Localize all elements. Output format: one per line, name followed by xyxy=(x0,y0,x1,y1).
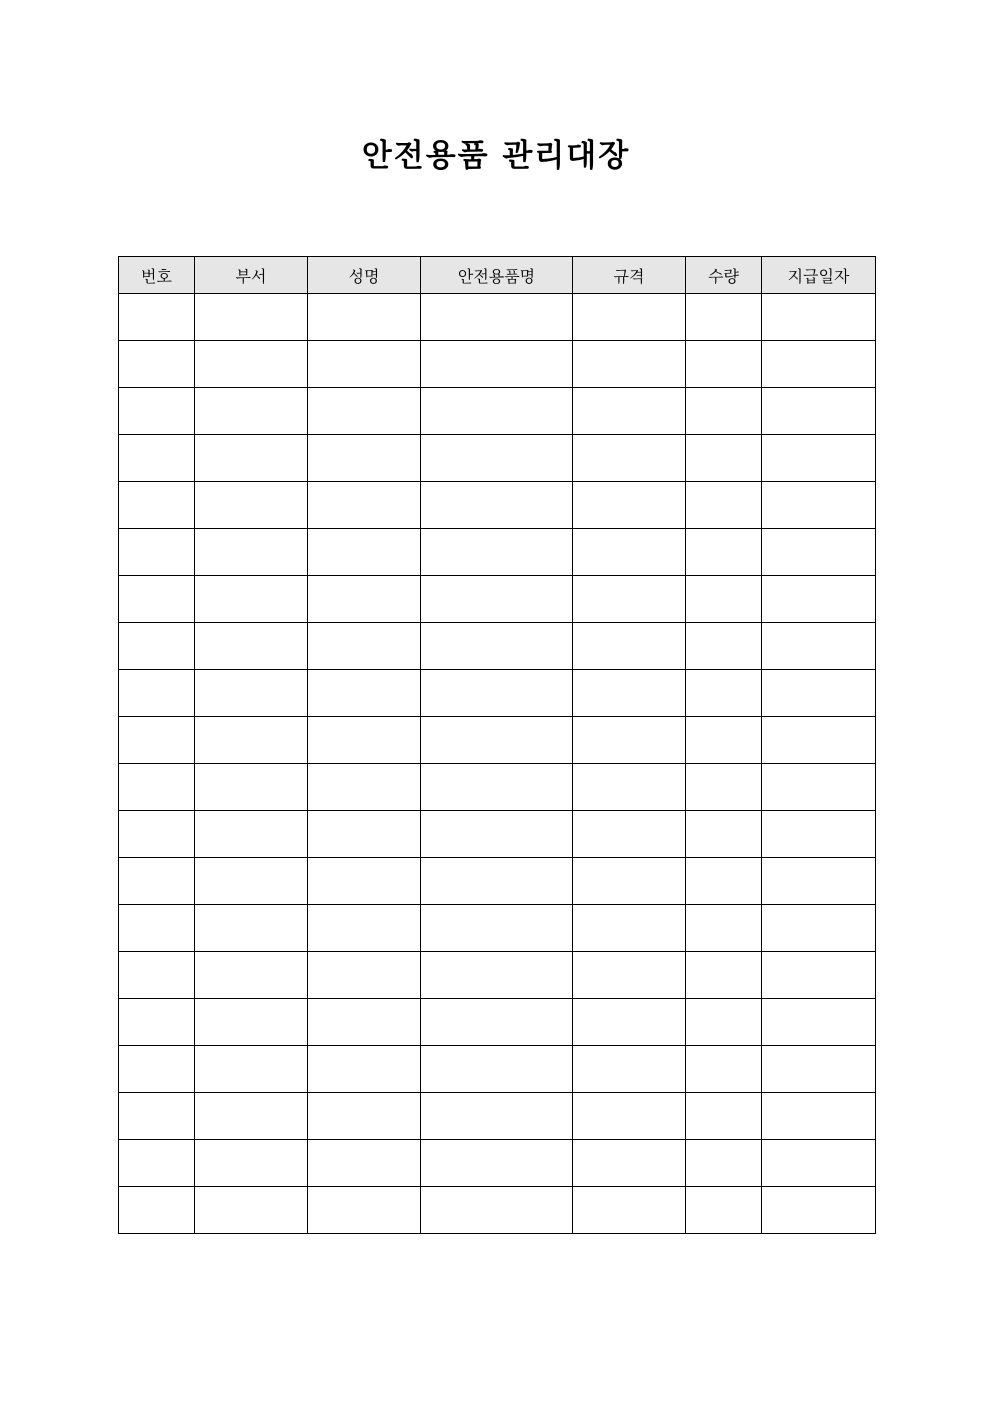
cell-spec xyxy=(573,529,686,576)
cell-name xyxy=(308,341,421,388)
cell-number xyxy=(119,764,195,811)
cell-spec xyxy=(573,1046,686,1093)
cell-name xyxy=(308,1140,421,1187)
table-row xyxy=(119,341,876,388)
cell-item-name xyxy=(421,341,573,388)
cell-name xyxy=(308,670,421,717)
cell-quantity xyxy=(686,670,762,717)
cell-item-name xyxy=(421,999,573,1046)
cell-name xyxy=(308,529,421,576)
cell-spec xyxy=(573,623,686,670)
cell-name xyxy=(308,811,421,858)
cell-name xyxy=(308,1046,421,1093)
cell-department xyxy=(195,858,308,905)
cell-item-name xyxy=(421,1140,573,1187)
cell-spec xyxy=(573,294,686,341)
cell-spec xyxy=(573,435,686,482)
cell-number xyxy=(119,1046,195,1093)
cell-department xyxy=(195,576,308,623)
cell-quantity xyxy=(686,811,762,858)
cell-department xyxy=(195,435,308,482)
cell-name xyxy=(308,1093,421,1140)
cell-item-name xyxy=(421,623,573,670)
cell-issue-date xyxy=(762,811,876,858)
cell-department xyxy=(195,529,308,576)
cell-number xyxy=(119,999,195,1046)
cell-item-name xyxy=(421,576,573,623)
cell-department xyxy=(195,1093,308,1140)
cell-department xyxy=(195,952,308,999)
cell-number xyxy=(119,435,195,482)
cell-department xyxy=(195,764,308,811)
cell-department xyxy=(195,1140,308,1187)
cell-quantity xyxy=(686,905,762,952)
cell-department xyxy=(195,717,308,764)
cell-spec xyxy=(573,764,686,811)
cell-issue-date xyxy=(762,576,876,623)
cell-department xyxy=(195,1187,308,1234)
cell-issue-date xyxy=(762,529,876,576)
cell-number xyxy=(119,811,195,858)
table-row xyxy=(119,905,876,952)
cell-item-name xyxy=(421,1187,573,1234)
table-row xyxy=(119,1093,876,1140)
cell-number xyxy=(119,717,195,764)
cell-number xyxy=(119,1140,195,1187)
cell-quantity xyxy=(686,294,762,341)
cell-issue-date xyxy=(762,1140,876,1187)
cell-item-name xyxy=(421,529,573,576)
table-row xyxy=(119,294,876,341)
cell-name xyxy=(308,764,421,811)
cell-item-name xyxy=(421,1046,573,1093)
cell-number xyxy=(119,858,195,905)
cell-item-name xyxy=(421,905,573,952)
cell-number xyxy=(119,1187,195,1234)
cell-name xyxy=(308,294,421,341)
cell-issue-date xyxy=(762,341,876,388)
cell-item-name xyxy=(421,764,573,811)
table-row xyxy=(119,1140,876,1187)
cell-number xyxy=(119,529,195,576)
cell-item-name xyxy=(421,952,573,999)
cell-quantity xyxy=(686,999,762,1046)
cell-issue-date xyxy=(762,764,876,811)
cell-number xyxy=(119,388,195,435)
cell-issue-date xyxy=(762,717,876,764)
cell-spec xyxy=(573,1187,686,1234)
column-header-item-name: 안전용품명 xyxy=(421,257,573,294)
cell-quantity xyxy=(686,952,762,999)
cell-department xyxy=(195,999,308,1046)
cell-department xyxy=(195,905,308,952)
cell-name xyxy=(308,858,421,905)
cell-issue-date xyxy=(762,435,876,482)
cell-name xyxy=(308,435,421,482)
cell-name xyxy=(308,388,421,435)
cell-issue-date xyxy=(762,952,876,999)
cell-spec xyxy=(573,717,686,764)
cell-number xyxy=(119,670,195,717)
table-row xyxy=(119,529,876,576)
table-row xyxy=(119,811,876,858)
cell-quantity xyxy=(686,1187,762,1234)
cell-item-name xyxy=(421,811,573,858)
cell-item-name xyxy=(421,858,573,905)
cell-name xyxy=(308,623,421,670)
cell-spec xyxy=(573,341,686,388)
cell-item-name xyxy=(421,1093,573,1140)
cell-item-name xyxy=(421,294,573,341)
cell-issue-date xyxy=(762,670,876,717)
cell-number xyxy=(119,341,195,388)
column-header-spec: 규격 xyxy=(573,257,686,294)
cell-quantity xyxy=(686,1140,762,1187)
cell-item-name xyxy=(421,717,573,764)
cell-name xyxy=(308,576,421,623)
cell-item-name xyxy=(421,482,573,529)
cell-quantity xyxy=(686,1046,762,1093)
table-row xyxy=(119,764,876,811)
cell-name xyxy=(308,717,421,764)
column-header-number: 번호 xyxy=(119,257,195,294)
cell-quantity xyxy=(686,576,762,623)
cell-quantity xyxy=(686,435,762,482)
cell-issue-date xyxy=(762,1046,876,1093)
table-row xyxy=(119,1187,876,1234)
cell-number xyxy=(119,952,195,999)
column-header-name: 성명 xyxy=(308,257,421,294)
cell-department xyxy=(195,294,308,341)
cell-item-name xyxy=(421,670,573,717)
cell-issue-date xyxy=(762,294,876,341)
cell-department xyxy=(195,388,308,435)
cell-quantity xyxy=(686,388,762,435)
cell-issue-date xyxy=(762,858,876,905)
cell-name xyxy=(308,905,421,952)
cell-name xyxy=(308,1187,421,1234)
table-header-row xyxy=(119,257,876,294)
cell-department xyxy=(195,670,308,717)
cell-department xyxy=(195,811,308,858)
table-row xyxy=(119,623,876,670)
cell-spec xyxy=(573,1140,686,1187)
cell-number xyxy=(119,905,195,952)
cell-department xyxy=(195,1046,308,1093)
cell-issue-date xyxy=(762,999,876,1046)
cell-quantity xyxy=(686,764,762,811)
cell-issue-date xyxy=(762,482,876,529)
cell-number xyxy=(119,623,195,670)
cell-number xyxy=(119,294,195,341)
cell-spec xyxy=(573,388,686,435)
table-row xyxy=(119,435,876,482)
cell-quantity xyxy=(686,717,762,764)
column-header-issue-date: 지급일자 xyxy=(762,257,876,294)
cell-quantity xyxy=(686,482,762,529)
cell-name xyxy=(308,999,421,1046)
cell-spec xyxy=(573,952,686,999)
safety-supplies-ledger-table xyxy=(118,256,876,1234)
cell-department xyxy=(195,341,308,388)
cell-item-name xyxy=(421,435,573,482)
document-title: 안전용품 관리대장 xyxy=(361,138,631,174)
cell-issue-date xyxy=(762,623,876,670)
cell-spec xyxy=(573,811,686,858)
cell-quantity xyxy=(686,341,762,388)
cell-quantity xyxy=(686,858,762,905)
cell-quantity xyxy=(686,623,762,670)
cell-spec xyxy=(573,670,686,717)
cell-spec xyxy=(573,858,686,905)
table-row xyxy=(119,482,876,529)
cell-name xyxy=(308,952,421,999)
table-row xyxy=(119,388,876,435)
cell-issue-date xyxy=(762,1093,876,1140)
cell-department xyxy=(195,623,308,670)
cell-number xyxy=(119,576,195,623)
column-header-department: 부서 xyxy=(195,257,308,294)
cell-spec xyxy=(573,482,686,529)
table-row xyxy=(119,999,876,1046)
table-body xyxy=(119,294,876,1234)
cell-spec xyxy=(573,999,686,1046)
cell-number xyxy=(119,482,195,529)
cell-number xyxy=(119,1093,195,1140)
cell-issue-date xyxy=(762,905,876,952)
table-row xyxy=(119,952,876,999)
cell-quantity xyxy=(686,529,762,576)
cell-department xyxy=(195,482,308,529)
table-row xyxy=(119,1046,876,1093)
cell-item-name xyxy=(421,388,573,435)
table-row xyxy=(119,858,876,905)
table-row xyxy=(119,717,876,764)
column-header-quantity: 수량 xyxy=(686,257,762,294)
table-row xyxy=(119,576,876,623)
cell-issue-date xyxy=(762,1187,876,1234)
cell-quantity xyxy=(686,1093,762,1140)
cell-spec xyxy=(573,576,686,623)
cell-spec xyxy=(573,1093,686,1140)
cell-name xyxy=(308,482,421,529)
cell-spec xyxy=(573,905,686,952)
table-row xyxy=(119,670,876,717)
cell-issue-date xyxy=(762,388,876,435)
